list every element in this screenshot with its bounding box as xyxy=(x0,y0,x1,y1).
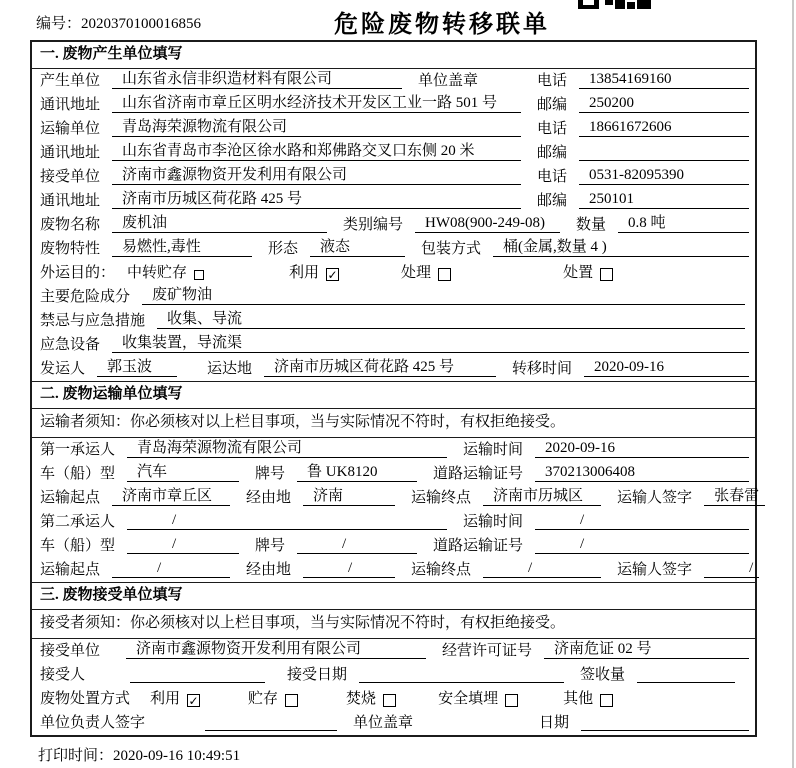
waste-property-row xyxy=(32,237,755,261)
transporter-address-label: 通讯地址 xyxy=(40,145,101,161)
receiver-address-field[interactable]: 济南市历城区荷花路 425 号 xyxy=(112,191,521,209)
section3-heading: 三. 废物接受单位填写 xyxy=(32,583,755,610)
receiver-phone-field[interactable]: 0531-82095390 xyxy=(579,167,749,185)
checkbox-disposal-incinerate[interactable] xyxy=(383,694,396,707)
emergency-row xyxy=(32,309,755,333)
page-edge-line xyxy=(792,0,794,768)
section1-heading: 一. 废物产生单位填写 xyxy=(32,42,755,69)
producer-phone-field[interactable]: 13854169160 xyxy=(579,71,749,89)
producer-phone-label: 电话 xyxy=(536,73,567,89)
sign2-label: 运输人签字 xyxy=(617,562,693,578)
emergency-field[interactable]: 收集、导流 xyxy=(157,311,745,329)
page-title: 危险废物转移联单 xyxy=(334,12,550,38)
plate2-label: 牌号 xyxy=(255,538,286,554)
disposal-incinerate-label: 焚烧 xyxy=(346,691,377,707)
serial-number: 2020370100016856 xyxy=(81,16,202,32)
qr-code-fragment-icon xyxy=(578,0,652,10)
via2-label: 经由地 xyxy=(246,562,292,578)
receiver-zip-label: 邮编 xyxy=(536,193,567,209)
purpose-use-label: 利用 xyxy=(289,265,320,281)
category-label: 类别编号 xyxy=(343,217,404,233)
transporter-name-field[interactable]: 青岛海荣源物流有限公司 xyxy=(112,119,521,137)
receiver-address-label: 通讯地址 xyxy=(40,193,101,209)
checkbox-disposal-storage[interactable] xyxy=(285,694,298,707)
license2-label: 道路运输证号 xyxy=(433,538,524,554)
carrier1-label: 第一承运人 xyxy=(40,442,116,458)
disposal-use-label: 利用 xyxy=(150,691,181,707)
carrier2-label: 第二承运人 xyxy=(40,514,116,530)
destination-field[interactable]: 济南市历城区荷花路 425 号 xyxy=(264,359,496,377)
disposal-option-incinerate xyxy=(346,691,396,707)
purpose-option-treat xyxy=(401,265,451,281)
vehicle1-label: 车（船）型 xyxy=(40,466,116,482)
time2-label: 运输时间 xyxy=(463,514,524,530)
receiver-label: 接受单位 xyxy=(40,169,101,185)
transporter-address-row xyxy=(32,141,755,165)
transporter-notice: 运输者须知：你必须核对以上栏目事项，当与实际情况不符时，有权拒绝接受。 xyxy=(32,409,755,438)
waste-name-field[interactable]: 废机油 xyxy=(112,215,327,233)
accept-unit-label: 接受单位 xyxy=(40,643,101,659)
producer-row xyxy=(32,69,755,93)
license1-label: 道路运输证号 xyxy=(433,466,524,482)
permit-label: 经营许可证号 xyxy=(442,643,533,659)
category-code-field[interactable]: HW08(900-249-08) xyxy=(415,215,560,233)
vehicle2-field[interactable]: / xyxy=(127,536,239,554)
accept-unit-field[interactable]: 济南市鑫源物资开发利用有限公司 xyxy=(126,641,426,659)
purpose-dispose-label: 处置 xyxy=(563,265,594,281)
disposal-option-other xyxy=(563,691,613,707)
origin2-label: 运输起点 xyxy=(40,562,101,578)
purpose-transfer-storage-label: 中转贮存 xyxy=(127,265,188,281)
waste-name-label: 废物名称 xyxy=(40,217,101,233)
carrier2-row xyxy=(32,510,755,534)
end2-label: 运输终点 xyxy=(411,562,472,578)
hazard-label: 主要危险成分 xyxy=(40,289,131,305)
producer-name-field[interactable]: 山东省永信非织造材料有限公司 xyxy=(112,71,402,89)
document-header xyxy=(0,0,796,40)
sign2-field[interactable]: / xyxy=(704,560,759,578)
plate1-field[interactable]: 鲁 UK8120 xyxy=(297,464,417,482)
transfer-date-field[interactable]: 2020-09-16 xyxy=(584,359,749,377)
transporter-label: 运输单位 xyxy=(40,121,101,137)
section-receiver xyxy=(32,582,755,735)
accept-date-field[interactable] xyxy=(359,666,564,683)
unit-seal2-label: 单位盖章 xyxy=(353,715,414,731)
carrier2-field[interactable]: / xyxy=(127,512,447,530)
waste-name-row xyxy=(32,213,755,237)
permit-field[interactable]: 济南危证 02 号 xyxy=(544,641,749,659)
purpose-option-use xyxy=(289,265,339,281)
checkbox-treat[interactable] xyxy=(438,268,451,281)
plate1-label: 牌号 xyxy=(255,466,286,482)
sender-row xyxy=(32,357,755,381)
received-qty-label: 签收量 xyxy=(580,667,626,683)
checkbox-disposal-other[interactable] xyxy=(600,694,613,707)
checkbox-disposal-use[interactable]: ✓ xyxy=(188,694,199,708)
section-transporter xyxy=(32,381,760,582)
checkbox-disposal-landfill[interactable] xyxy=(505,694,518,707)
producer-zip-field[interactable]: 250200 xyxy=(579,95,749,113)
producer-address-field[interactable]: 山东省济南市章丘区明水经济技术开发区工业一路 501 号 xyxy=(112,95,521,113)
hazard-field[interactable]: 废矿物油 xyxy=(142,287,745,305)
vehicle1-row xyxy=(32,462,755,486)
sign1-label: 运输人签字 xyxy=(617,490,693,506)
emergency-label: 禁忌与应急措施 xyxy=(40,313,146,329)
purpose-treat-label: 处理 xyxy=(401,265,432,281)
sign1-field[interactable]: 张春雷 xyxy=(704,488,765,506)
receiver-notice: 接受者须知：你必须核对以上栏目事项，当与实际情况不符时，有权拒绝接受。 xyxy=(32,610,755,639)
vehicle1-field[interactable]: 汽车 xyxy=(127,464,239,482)
transfer-date-label: 转移时间 xyxy=(512,361,573,377)
purpose-row xyxy=(32,261,755,285)
vehicle2-row xyxy=(32,534,755,558)
receiver-row xyxy=(32,165,755,189)
transporter-zip-label: 邮编 xyxy=(536,145,567,161)
transporter-address-field[interactable]: 山东省青岛市李沧区徐水路和郑佛路交叉口东侧 20 米 xyxy=(112,143,521,161)
sender-label: 发运人 xyxy=(40,361,86,377)
carrier1-row xyxy=(32,438,755,462)
license1-field[interactable]: 370213006408 xyxy=(535,464,749,482)
origin1-field[interactable]: 济南市章丘区 xyxy=(112,488,230,506)
quantity-label: 数量 xyxy=(576,217,607,233)
transfer-form xyxy=(30,40,760,737)
time1-label: 运输时间 xyxy=(463,442,524,458)
received-qty-field[interactable] xyxy=(637,666,735,683)
time1-field[interactable]: 2020-09-16 xyxy=(535,440,749,458)
purpose-option-transfer-storage xyxy=(127,265,204,281)
disposal-option-use xyxy=(150,691,200,707)
producer-zip-label: 邮编 xyxy=(536,97,567,113)
checkbox-transfer-storage[interactable] xyxy=(194,270,204,280)
producer-address-row xyxy=(32,93,755,117)
origin2-field[interactable]: / xyxy=(112,560,230,578)
section-producer xyxy=(32,42,755,381)
receiver-name-field[interactable]: 济南市鑫源物资开发利用有限公司 xyxy=(112,167,521,185)
print-time-line xyxy=(38,744,796,765)
manager-sign-label: 单位负责人签字 xyxy=(40,715,146,731)
date-label: 日期 xyxy=(538,715,569,731)
packing-label: 包装方式 xyxy=(421,241,482,257)
license2-field[interactable]: / xyxy=(535,536,749,554)
waste-property-field[interactable]: 易燃性,毒性 xyxy=(112,239,252,257)
disposal-label: 废物处置方式 xyxy=(40,691,131,707)
equipment-row xyxy=(32,333,755,357)
disposal-option-storage xyxy=(248,691,298,707)
carrier1-field[interactable]: 青岛海荣源物流有限公司 xyxy=(127,440,447,458)
time2-field[interactable]: / xyxy=(535,512,749,530)
end1-label: 运输终点 xyxy=(411,490,472,506)
via2-field[interactable]: / xyxy=(303,560,395,578)
plate2-field[interactable]: / xyxy=(297,536,417,554)
equipment-label: 应急设备 xyxy=(40,337,101,353)
acceptor-row xyxy=(32,663,755,687)
producer-address-label: 通讯地址 xyxy=(40,97,101,113)
quantity-field[interactable]: 0.8 吨 xyxy=(618,215,749,233)
form-state-field[interactable]: 液态 xyxy=(310,239,405,257)
disposal-other-label: 其他 xyxy=(563,691,594,707)
disposal-option-landfill xyxy=(438,691,518,707)
purpose-option-dispose xyxy=(563,265,613,281)
transporter-phone-label: 电话 xyxy=(536,121,567,137)
date-field[interactable] xyxy=(581,714,749,731)
hazard-row xyxy=(32,285,755,309)
producer-label: 产生单位 xyxy=(40,73,101,89)
transporter-row xyxy=(32,117,755,141)
disposal-landfill-label: 安全填埋 xyxy=(438,691,499,707)
waste-property-label: 废物特性 xyxy=(40,241,101,257)
print-time-value: 2020-09-16 10:49:51 xyxy=(113,748,241,764)
form-state-label: 形态 xyxy=(268,241,299,257)
manager-sign-row xyxy=(32,711,755,735)
end1-field[interactable]: 济南市历城区 xyxy=(483,488,601,506)
accept-date-label: 接受日期 xyxy=(287,667,348,683)
section2-heading: 二. 废物运输单位填写 xyxy=(32,382,755,409)
accept-unit-row xyxy=(32,639,755,663)
packing-field[interactable]: 桶(金属,数量 4 ) xyxy=(493,239,749,257)
vehicle2-label: 车（船）型 xyxy=(40,538,116,554)
disposal-storage-label: 贮存 xyxy=(248,691,279,707)
route1-row xyxy=(32,486,760,510)
end2-field[interactable]: / xyxy=(483,560,601,578)
route2-row xyxy=(32,558,755,582)
receiver-zip-field[interactable]: 250101 xyxy=(579,191,749,209)
serial-label: 编号： xyxy=(36,16,82,32)
transporter-zip-field[interactable] xyxy=(579,144,749,161)
checkbox-dispose[interactable] xyxy=(600,268,613,281)
acceptor-field[interactable] xyxy=(130,666,265,683)
acceptor-label: 接受人 xyxy=(40,667,86,683)
destination-label: 运达地 xyxy=(207,361,253,377)
receiver-address-row xyxy=(32,189,755,213)
receiver-phone-label: 电话 xyxy=(536,169,567,185)
transporter-phone-field[interactable]: 18661672606 xyxy=(579,119,749,137)
disposal-row xyxy=(32,687,755,711)
manager-sign-field[interactable] xyxy=(205,714,337,731)
origin1-label: 运输起点 xyxy=(40,490,101,506)
print-time-label: 打印时间： xyxy=(38,748,114,764)
equipment-field[interactable]: 收集装置，导流渠 xyxy=(112,335,749,353)
unit-seal-label: 单位盖章 xyxy=(418,73,479,89)
via1-field[interactable]: 济南 xyxy=(303,488,395,506)
purpose-label: 外运目的： xyxy=(40,265,116,281)
via1-label: 经由地 xyxy=(246,490,292,506)
checkbox-use[interactable]: ✓ xyxy=(327,268,338,282)
sender-field[interactable]: 郭玉波 xyxy=(97,359,177,377)
